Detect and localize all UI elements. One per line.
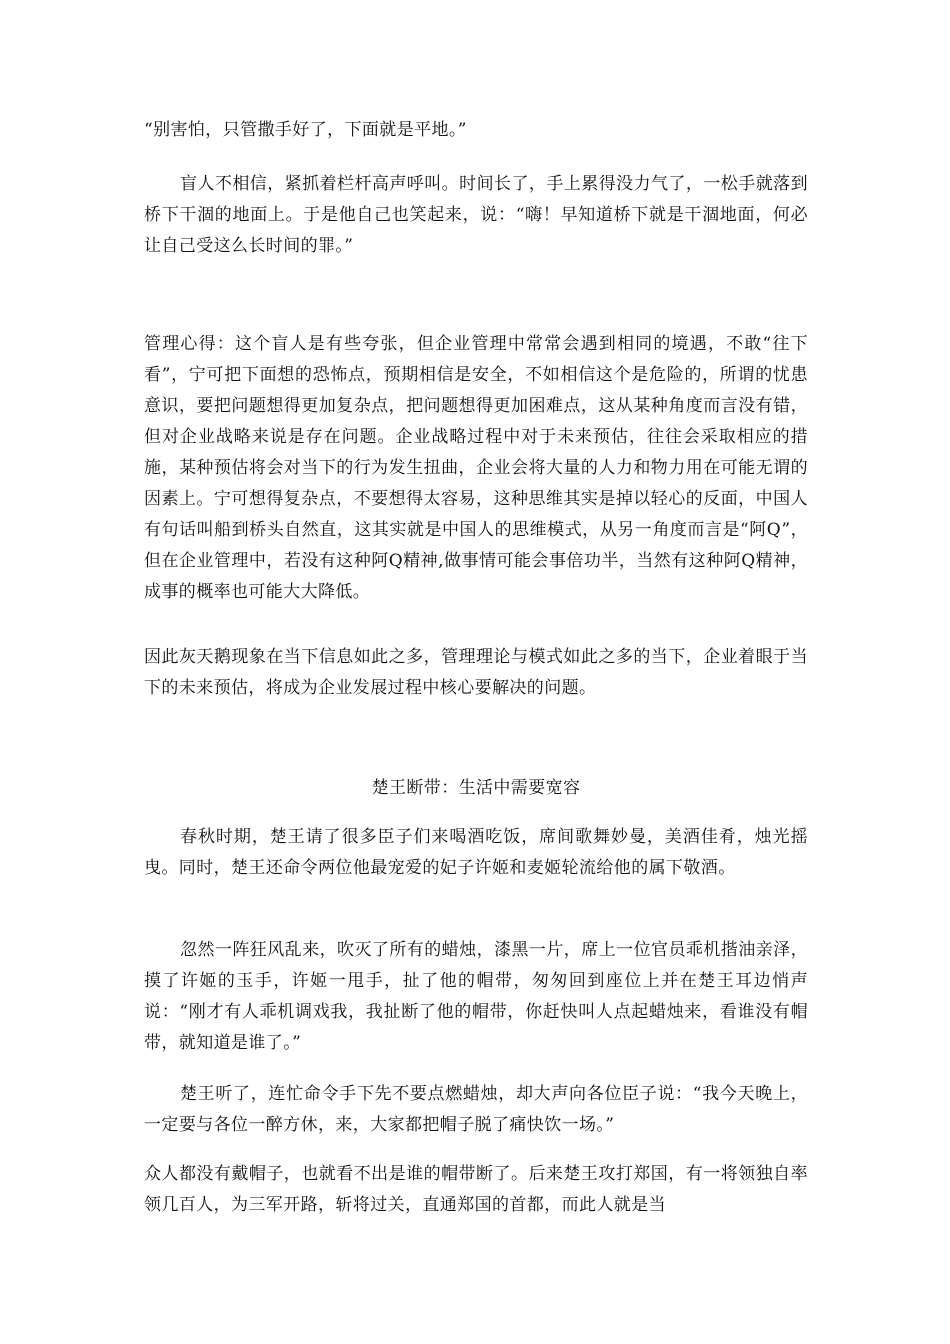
paragraph-quote: “别害怕，只管撒手好了，下面就是平地。” xyxy=(144,120,467,140)
section-title: 楚王断带：生活中需要宽容 xyxy=(371,778,581,798)
paragraph-blind-man: 盲人不相信，紧抓着栏杆高声呼叫。时间长了，手上累得没力气了，一松手就落到桥下干涸的地面上。于是他自己也笑起来，说：“嗨！早知道桥下就是干涸地面，何必让自己受这么长时间的罪。” xyxy=(144,174,808,256)
paragraph-aftermath: 众人都没有戴帽子，也就看不出是谁的帽带断了。后来楚王攻打郑国，有一将领独自率领几百人，为三军开路，斩将过关，直通郑国的首都，而此人就是当 xyxy=(144,1164,808,1215)
paragraph-wind: 忽然一阵狂风乱来，吹灭了所有的蜡烛，漆黑一片，席上一位官员乖机揩油亲泽，摸了许姬的玉手，许姬一甩手，扯了他的帽带，匆匆回到座位上并在楚王耳边悄声说：“刚才有人乖机调戏我，我扯断了他的帽带，你赶快叫人点起蜡烛来，看谁没有帽带，就知道是谁了。” xyxy=(144,940,808,1053)
paragraph-spring-autumn: 春秋时期，楚王请了很多臣子们来喝酒吃饭，席间歌舞妙曼，美酒佳肴，烛光摇曳。同时，楚王还命令两位他最宠爱的妃子许姬和麦姬轮流给他的属下敬酒。 xyxy=(144,827,808,878)
paragraph-grey-swan: 因此灰天鹅现象在当下信息如此之多，管理理论与模式如此之多的当下，企业着眼于当下的未来预估，将成为企业发展过程中核心要解决的问题。 xyxy=(144,647,808,698)
paragraph-king-reply: 楚王听了，连忙命令手下先不要点燃蜡烛，却大声向各位臣子说：“我今天晚上，一定要与各位一醉方休，来，大家都把帽子脱了痛快饮一场。” xyxy=(144,1084,808,1135)
paragraph-management-insight: 管理心得：这个盲人是有些夸张，但企业管理中常常会遇到相同的境遇，不敢“往下看”，宁可把下面想的恐怖点，预期相信是安全，不如相信这个是危险的，所谓的忧患意识，要把问题想得更加复杂点，把问题想得更加困难点，这从某种角度而言没有错，但对企业战略来说是存在问题。企业战略过程中对于未来预估，往往会采取相应的措施，某种预估将会对当下的行为发生扭曲，企业会将大量的人力和物力用在可能无谓的因素上。宁可想得复杂点，不要想得太容易，这种思维其实是掉以轻心的反面，中国人有句话叫船到桥头自然直，这其实就是中国人的思维模式，从另一角度而言是“阿Q”，但在企业管理中，若没有这种阿Q精神,做事情可能会事倍功半，当然有这种阿Q精神，成事的概率也可能大大降低。 xyxy=(144,334,808,602)
